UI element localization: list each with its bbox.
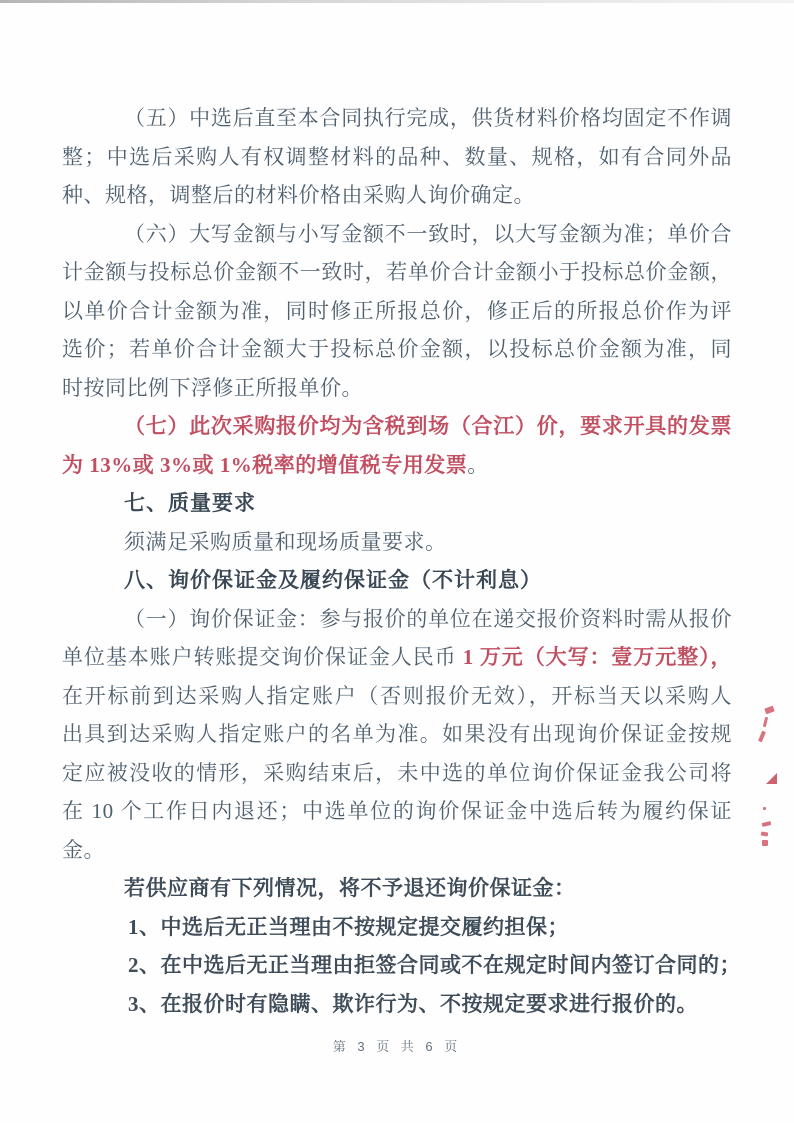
- text-line: [62, 985, 732, 1024]
- text-segment-body: 金。: [62, 837, 105, 862]
- text-segment-body: 整；中选后采购人有权调整材料的品种、数量、规格，如有合同外品: [62, 144, 732, 169]
- red-stamp-fragment: [766, 773, 777, 784]
- text-segment-heading: 七、质量要求: [124, 492, 256, 515]
- text-line: [62, 292, 732, 331]
- red-stamp-fragment: [763, 717, 768, 727]
- text-line: [62, 754, 732, 793]
- text-segment-body: 定应被没收的情形，采购结束后，未中选的单位询价保证金我公司将: [62, 760, 732, 785]
- text-segment-body: 单位基本账户转账提交询价保证金人民币: [62, 645, 463, 669]
- text-line: [62, 677, 732, 716]
- text-segment-bold: 2、在中选后无正当理由拒签合同或不在规定时间内签订合同的；: [128, 953, 741, 977]
- red-stamp-fragment: [761, 832, 768, 837]
- text-line: [62, 523, 732, 562]
- text-segment-red: 1 万元（大写：壹万元整），: [462, 645, 733, 669]
- text-segment-body: （五）中选后直至本合同执行完成，供货材料价格均固定不作调: [124, 106, 732, 130]
- text-line: [62, 138, 732, 177]
- text-segment-body: 出具到达采购人指定账户的名单为准。如果没有出现询价保证金按规: [62, 722, 732, 746]
- document-body: [62, 99, 741, 1023]
- text-segment-heading: 八、询价保证金及履约保证金（不计利息）: [124, 569, 542, 592]
- text-line: [62, 908, 732, 947]
- text-line: [62, 792, 732, 831]
- text-line: [62, 446, 732, 485]
- text-line: [62, 253, 732, 292]
- text-line: [62, 831, 732, 870]
- text-segment-bold: 3、在报价时有隐瞒、欺诈行为、不按规定要求进行报价的。: [128, 991, 698, 1016]
- text-line: [62, 330, 732, 369]
- text-segment-body: （六）大写金额与小写金额不一致时，以大写金额为准；单价合: [124, 221, 732, 246]
- text-segment-body: 须满足采购质量和现场质量要求。: [124, 529, 447, 554]
- text-segment-bold: 1、中选后无正当理由不按规定提交履约担保；: [128, 914, 569, 939]
- text-segment-body: （一）询价保证金：参与报价的单位在递交报价资料时需从报价: [124, 606, 732, 631]
- text-line: [62, 407, 732, 446]
- red-stamp-fragment: [763, 807, 766, 810]
- red-stamp-fragment: [762, 821, 772, 827]
- section-heading: [62, 484, 732, 523]
- text-line: [62, 715, 732, 754]
- page-number: 第 3 页 共 6 页: [332, 1039, 462, 1054]
- red-stamp-fragment: [758, 731, 766, 743]
- text-segment-body: 。: [467, 452, 489, 477]
- text-line: [62, 946, 741, 985]
- text-line: [62, 369, 732, 408]
- scan-edge-top: [0, 0, 794, 3]
- text-line: [62, 215, 732, 254]
- text-segment-body: 种、规格，调整后的材料价格由采购人询价确定。: [62, 183, 535, 207]
- text-segment-bold: 若供应商有下列情况，将不予退还询价保证金：: [124, 876, 576, 900]
- text-segment-body: 在 10 个工作日内退还；中选单位的询价保证金中选后转为履约保证: [62, 799, 732, 823]
- red-stamp-fragment: [764, 706, 775, 715]
- text-line: [62, 638, 732, 677]
- text-segment-red: （七）此次采购报价均为含税到场（合江）价，要求开具的发票: [124, 414, 732, 438]
- text-segment-body: 在开标前到达采购人指定账户（否则报价无效），开标当天以采购人: [62, 683, 732, 708]
- text-segment-body: 时按同比例下浮修正所报单价。: [62, 375, 363, 400]
- text-segment-body: 以单价合计金额为准，同时修正所报总价，修正后的所报总价作为评: [62, 298, 732, 323]
- text-line: [62, 176, 732, 215]
- text-segment-body: 选价；若单价合计金额大于投标总价金额，以投标总价金额为准，同: [62, 337, 732, 361]
- text-line: [62, 600, 732, 639]
- text-segment-red: 为 13%或 3%或 1%税率的增值税专用发票: [62, 452, 468, 477]
- text-segment-body: 计金额与投标总价金额不一致时，若单价合计金额小于投标总价金额，: [62, 260, 732, 284]
- red-stamp-fragment: [762, 840, 768, 846]
- section-heading: [62, 561, 732, 600]
- text-line: [62, 869, 732, 908]
- text-line: [62, 99, 732, 138]
